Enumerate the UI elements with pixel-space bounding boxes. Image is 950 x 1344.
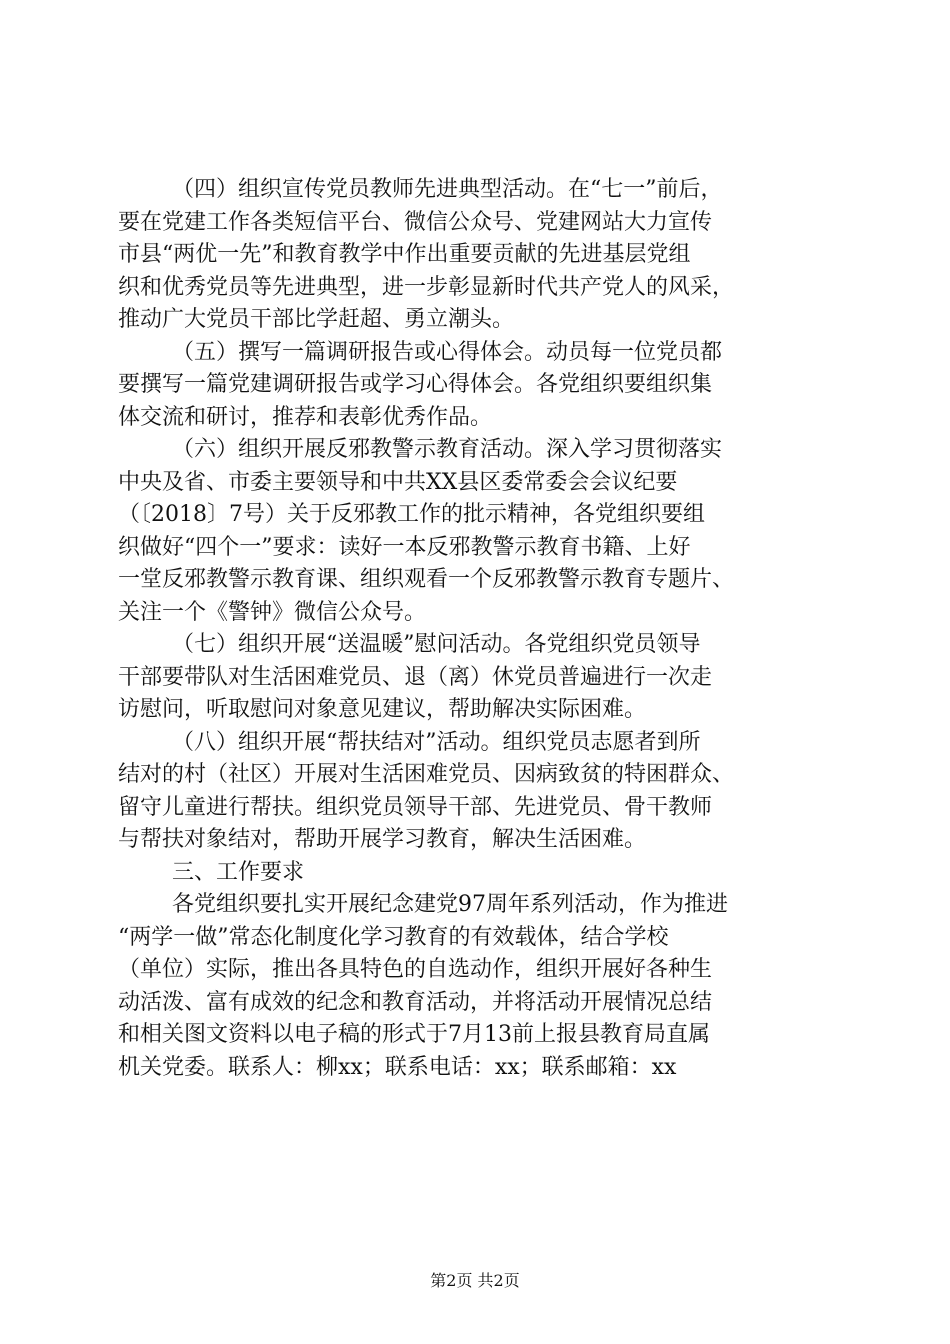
text-line: 留守儿童进行帮扶。组织党员领导干部、先进党员、骨干教师 [118,794,713,820]
text-line: （单位）实际，推出各具特色的自选动作，组织开展好各种生 [118,957,713,982]
text-line: （五）撰写一篇调研报告或心得体会。动员每一位党员都 [172,339,723,365]
text-line: 织做好“四个一”要求：读好一本反邪教警示教育书籍、上好 [118,534,691,560]
text-line: 机关党委。联系人：柳xx；联系电话：xx；联系邮箱：xx [118,1054,677,1080]
text-line: 一堂反邪教警示教育课、组织观看一个反邪教警示教育专题片、 [118,567,735,592]
text-line: 要撰写一篇党建调研报告或学习心得体会。各党组织要组织集 [118,372,713,397]
text-line: 与帮扶对象结对，帮助开展学习教育，解决生活困难。 [118,827,647,852]
text-line: 访慰问，听取慰问对象意见建议，帮助解决实际困难。 [118,697,647,722]
text-line: 推动广大党员干部比学赶超、勇立潮头。 [118,307,515,332]
text-line: （七）组织开展“送温暖”慰问活动。各党组织党员领导 [172,632,701,657]
text-line: （〔2018〕7号）关于反邪教工作的批示精神，各党组织要组 [118,502,705,527]
text-line: “两学一做”常态化制度化学习教育的有效载体，结合学校 [118,924,669,950]
text-line: 动活泼、富有成效的纪念和教育活动，并将活动开展情况总结 [118,989,713,1015]
document-body [118,174,838,1084]
text-line: 要在党建工作各类短信平台、微信公众号、党建网站大力宣传 [118,209,713,235]
text-line: （八）组织开展“帮扶结对”活动。组织党员志愿者到所 [172,729,701,755]
text-line: 三、工作要求 [172,859,305,885]
text-line: 织和优秀党员等先进典型，进一步彰显新时代共产党人的风采， [118,274,735,300]
text-line: 和相关图文资料以电子稿的形式于7月13前上报县教育局直属 [118,1022,710,1047]
text-line: 干部要带队对生活困难党员、退（离）休党员普遍进行一次走 [118,664,713,690]
text-line: 中央及省、市委主要领导和中共XX县区委常委会会议纪要 [118,469,678,495]
text-line: 体交流和研讨，推荐和表彰优秀作品。 [118,404,493,430]
text-line: 关注一个《警钟》微信公众号。 [118,599,427,625]
page-footer: 第2页 共2页 [430,1271,520,1290]
text-line: 结对的村（社区）开展对生活困难党员、因病致贫的特困群众、 [118,762,735,787]
text-line: （六）组织开展反邪教警示教育活动。深入学习贯彻落实 [172,437,723,462]
text-line: 各党组织要扎实开展纪念建党97周年系列活动，作为推进 [172,892,728,917]
text-line: （四）组织宣传党员教师先进典型活动。在“七一”前后， [172,177,723,202]
text-line: 市县“两优一先”和教育教学中作出重要贡献的先进基层党组 [118,242,691,267]
